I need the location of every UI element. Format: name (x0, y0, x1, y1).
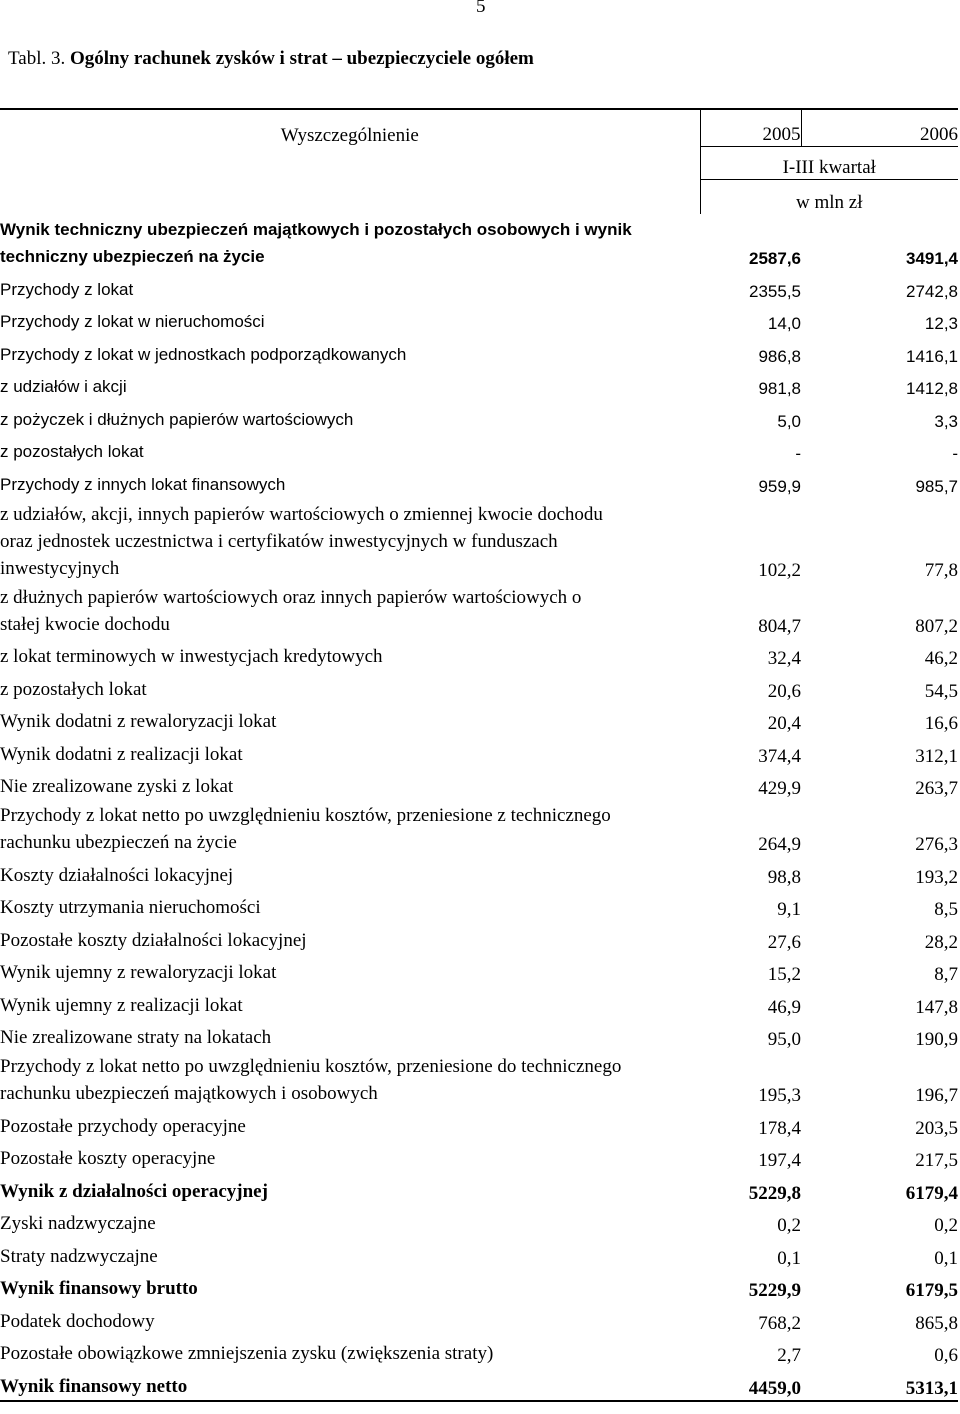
row-label: Wynik finansowy brutto (0, 1278, 198, 1299)
row-value-2006: 263,7 (915, 778, 958, 799)
row-value-2005: 27,6 (767, 931, 801, 953)
table-row (0, 1237, 958, 1270)
row-label: Wynik techniczny ubezpieczeń majątkowych i pozostałych osobowych i wynik techniczny ubezpieczeń na życie (0, 220, 632, 266)
row-value-2005: 5,0 (777, 411, 801, 431)
row-value-2005: 178,4 (758, 1117, 801, 1139)
row-value-2005: 2587,6 (749, 249, 801, 268)
row-value-2005: 5229,9 (748, 1280, 801, 1301)
table-row (0, 735, 958, 768)
header-unit: w mln zł (700, 180, 958, 215)
row-value-2006: 312,1 (915, 745, 958, 767)
table-row (0, 400, 958, 433)
page-number: 5 (476, 0, 486, 17)
row-label: Przychody z innych lokat finansowych (0, 474, 286, 494)
row-value-2006: 193,2 (915, 866, 958, 888)
row-value-2006: 28,2 (924, 931, 958, 953)
row-value-2005: 195,3 (758, 1085, 801, 1106)
table-row (0, 1140, 958, 1173)
table-row (0, 1172, 958, 1205)
row-label: Przychody z lokat w nieruchomości (0, 312, 265, 331)
header-year-2005: 2005 (700, 109, 801, 147)
row-label: Wynik ujemny z rewaloryzacji lokat (0, 962, 277, 983)
profit-loss-table (0, 108, 958, 1402)
row-label: Straty nadzwyczajne (0, 1245, 158, 1267)
row-value-2005: 429,9 (758, 778, 801, 799)
row-value-2005: 0,2 (777, 1215, 801, 1236)
row-label: Pozostałe koszty operacyjne (0, 1148, 216, 1169)
table-row (0, 1270, 958, 1303)
table-row (0, 433, 958, 466)
row-label: Przychody z lokat (0, 279, 134, 299)
row-value-2005: 2,7 (777, 1345, 801, 1366)
table-row (0, 368, 958, 401)
row-value-2006: 16,6 (924, 713, 958, 734)
row-value-2005: 98,8 (767, 866, 801, 888)
table-row (0, 303, 958, 336)
row-label: Zyski nadzwyczajne (0, 1213, 156, 1234)
row-value-2006: 190,9 (915, 1029, 958, 1050)
row-label: Wynik finansowy netto (0, 1367, 700, 1401)
row-label: Przychody z lokat netto po uwzględnieniu kosztów, przeniesione do technicznego rachunku ubezpieczeń majątkowych i osobowych (0, 1056, 622, 1104)
table-row (0, 703, 958, 736)
row-value-2005: 5229,8 (748, 1182, 801, 1204)
row-label: Pozostałe koszty działalności lokacyjnej (0, 929, 307, 951)
table-row (0, 1302, 958, 1335)
row-value-2006: 77,8 (924, 559, 958, 581)
row-label: Przychody z lokat netto po uwzględnieniu kosztów, przeniesione z technicznego rachunku ubezpieczeń na życie (0, 805, 611, 853)
table-row (0, 1367, 958, 1401)
row-value-2005: 20,6 (767, 680, 801, 702)
row-value-2005: 986,8 (758, 346, 801, 366)
row-value-2005: 95,0 (767, 1029, 801, 1050)
row-value-2006: - (952, 444, 958, 463)
row-value-2005: 14,0 (767, 314, 801, 333)
table-row (0, 986, 958, 1019)
table-row (0, 214, 958, 270)
table-row (0, 335, 958, 368)
row-value-2005: 2355,5 (749, 281, 801, 301)
row-value-2005: 15,2 (767, 964, 801, 985)
table-row (0, 270, 958, 303)
table-row (0, 638, 958, 671)
row-label: Pozostałe przychody operacyjne (0, 1115, 246, 1137)
row-label: z pozostałych lokat (0, 442, 144, 461)
row-value-2006: 217,5 (915, 1150, 958, 1171)
row-label: Nie zrealizowane straty na lokatach (0, 1027, 272, 1048)
row-label: z pożyczek i dłużnych papierów wartościowych (0, 409, 354, 429)
row-value-2006: 203,5 (915, 1117, 958, 1139)
row-value-2006: 54,5 (924, 680, 958, 702)
row-value-2006: 5313,1 (801, 1367, 958, 1401)
row-value-2005: 9,1 (777, 899, 801, 920)
table-row (0, 800, 958, 856)
row-label: Nie zrealizowane zyski z lokat (0, 776, 234, 797)
table-row (0, 1019, 958, 1052)
table-row (0, 1051, 958, 1107)
row-label: z udziałów i akcji (0, 377, 127, 396)
row-label: Podatek dochodowy (0, 1310, 155, 1332)
row-value-2006: 865,8 (915, 1312, 958, 1334)
table-title-main: Ogólny rachunek zysków i strat – ubezpieczyciele ogółem (70, 48, 534, 69)
row-value-2005: 959,9 (758, 476, 801, 496)
row-value-2006: 8,5 (934, 899, 958, 920)
row-label: Wynik dodatni z realizacji lokat (0, 743, 243, 765)
header-period: I-III kwartał (700, 147, 958, 180)
row-value-2006: 2742,8 (906, 281, 958, 301)
row-label: Przychody z lokat w jednostkach podporządkowanych (0, 344, 407, 364)
row-label: Wynik ujemny z realizacji lokat (0, 994, 243, 1016)
table-row (0, 1107, 958, 1140)
row-value-2005: 20,4 (767, 713, 801, 734)
row-value-2005: 102,2 (758, 559, 801, 581)
table-row (0, 1335, 958, 1368)
header-label: Wyszczególnienie (0, 109, 700, 147)
row-value-2006: 3491,4 (906, 249, 958, 268)
row-label: Koszty działalności lokacyjnej (0, 864, 234, 886)
row-value-2005: 46,9 (767, 996, 801, 1018)
table-row (0, 889, 958, 922)
table-row (0, 921, 958, 954)
row-value-2005: - (795, 444, 801, 463)
row-value-2005: 0,1 (777, 1247, 801, 1269)
row-label: Wynik z działalności operacyjnej (0, 1180, 268, 1202)
row-value-2006: 807,2 (915, 615, 958, 637)
row-value-2005: 768,2 (758, 1312, 801, 1334)
row-value-2006: 6179,4 (905, 1182, 958, 1204)
table-title-prefix: Tabl. 3. (8, 48, 70, 69)
header-year-2006: 2006 (801, 109, 958, 147)
row-value-2005: 264,9 (758, 834, 801, 855)
table-row (0, 670, 958, 703)
row-label: Pozostałe obowiązkowe zmniejszenia zysku (zwiększenia straty) (0, 1343, 494, 1364)
row-value-2006: 196,7 (915, 1085, 958, 1106)
row-value-2006: 8,7 (934, 964, 958, 985)
row-value-2005: 4459,0 (700, 1367, 801, 1401)
row-value-2006: 985,7 (915, 476, 958, 496)
row-value-2005: 197,4 (758, 1150, 801, 1171)
table-row (0, 856, 958, 889)
row-label: Koszty utrzymania nieruchomości (0, 897, 261, 918)
row-label: z dłużnych papierów wartościowych oraz innych papierów wartościowych o stałej kwocie dochodu (0, 586, 582, 635)
row-value-2006: 3,3 (934, 411, 958, 431)
row-value-2005: 32,4 (767, 648, 801, 669)
row-value-2006: 12,3 (924, 314, 958, 333)
row-value-2005: 804,7 (758, 615, 801, 637)
table-row (0, 582, 958, 638)
row-value-2006: 0,6 (934, 1345, 958, 1366)
row-value-2006: 1412,8 (906, 379, 958, 398)
row-value-2006: 276,3 (915, 834, 958, 855)
row-value-2006: 0,1 (934, 1247, 958, 1269)
row-label: z pozostałych lokat (0, 678, 147, 700)
table-row (0, 1205, 958, 1238)
table-row (0, 465, 958, 498)
table-row (0, 954, 958, 987)
row-value-2006: 147,8 (915, 996, 958, 1018)
row-value-2005: 374,4 (758, 745, 801, 767)
row-value-2006: 1416,1 (906, 346, 958, 366)
row-value-2006: 0,2 (934, 1215, 958, 1236)
row-label: Wynik dodatni z rewaloryzacji lokat (0, 711, 277, 732)
row-value-2005: 981,8 (758, 379, 801, 398)
table-row (0, 498, 958, 582)
row-label: z lokat terminowych w inwestycjach kredytowych (0, 646, 383, 667)
row-value-2006: 46,2 (924, 648, 958, 669)
row-value-2006: 6179,5 (905, 1280, 958, 1301)
row-label: z udziałów, akcji, innych papierów wartościowych o zmiennej kwocie dochodu oraz jednostek uczestnictwa i certyfikatów inwestycyjnych w funduszach inwestycyjnych (0, 503, 603, 579)
table-title (8, 48, 534, 70)
table-row (0, 768, 958, 801)
